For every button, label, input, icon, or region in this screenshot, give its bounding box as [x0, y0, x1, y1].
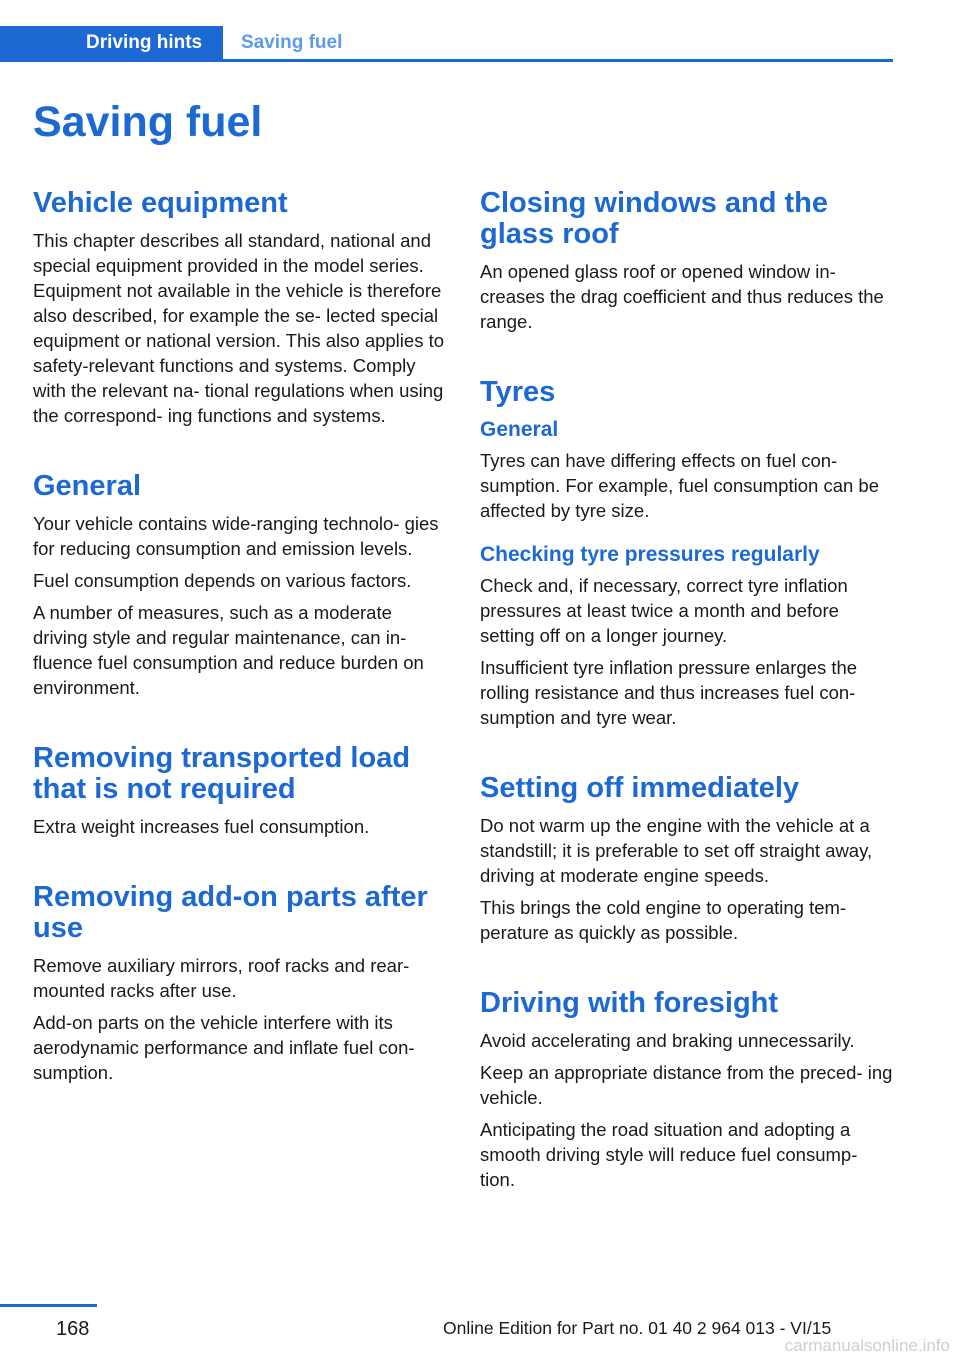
section-heading: Removing add-on parts after use [33, 881, 428, 944]
paragraph: Insufficient tyre inflation pressure enlarges the rolling resistance and thus increases fuel con‐ sumption and tyre wear. [480, 657, 858, 728]
paragraph: Keep an appropriate distance from the preced‐ ing vehicle. [480, 1062, 893, 1108]
section-heading: Removing transported load that is not required [33, 742, 411, 805]
header-breadcrumb: Saving fuel [241, 32, 343, 53]
section-removing-addons [33, 882, 448, 1085]
left-column [33, 180, 448, 1092]
paragraph: Avoid accelerating and braking unnecessarily. [480, 1030, 855, 1051]
section-heading: Vehicle equipment [33, 187, 288, 219]
page-title: Saving fuel [33, 98, 263, 146]
paragraph: A number of measures, such as a moderate driving style and regular maintenance, can in‐ fluence fuel consumption and reduce burden on environment. [33, 602, 424, 698]
header-section-label: Driving hints [86, 32, 203, 53]
section-heading: Closing windows and the glass roof [480, 187, 828, 250]
section-tyres [480, 377, 895, 730]
paragraph: Remove auxiliary mirrors, roof racks and rear- mounted racks after use. [33, 955, 410, 1001]
paragraph: This chapter describes all standard, national and special equipment provided in the model series. Equipment not available in the vehicle is therefore also described, for example the se‐ lected special equipment or national version. This also applies to safety-relevant functions and systems. Comply with the relevant na‐ tional regulations when using the correspond‐ ing functions and systems. [33, 230, 445, 426]
section-closing-windows [480, 188, 895, 334]
right-column [480, 180, 895, 1199]
section-heading: Setting off immediately [480, 772, 800, 804]
paragraph: Add-on parts on the vehicle interfere with its aerodynamic performance and inflate fuel con‐ sumption. [33, 1012, 415, 1083]
section-general [33, 471, 448, 700]
paragraph: This brings the cold engine to operating tem‐ perature as quickly as possible. [480, 897, 847, 943]
section-vehicle-equipment [33, 188, 448, 428]
section-heading: General [33, 470, 141, 502]
section-removing-load [33, 743, 448, 839]
watermark: carmanualsonline.info [784, 1336, 950, 1355]
section-setting-off [480, 773, 895, 945]
subsection-heading: Checking tyre pressures regularly [480, 543, 820, 566]
paragraph: Extra weight increases fuel consumption. [33, 816, 370, 837]
paragraph: Check and, if necessary, correct tyre inflation pressures at least twice a month and before setting off on a longer journey. [480, 575, 848, 646]
paragraph: Tyres can have differing effects on fuel con‐ sumption. For example, fuel consumption can be affected by tyre size. [480, 450, 879, 521]
section-heading: Tyres [480, 376, 556, 408]
section-heading: Driving with foresight [480, 987, 779, 1019]
page-number: 168 [56, 1318, 90, 1340]
paragraph: Do not warm up the engine with the vehicle at a standstill; it is preferable to set off straight away, driving at moderate engine speeds. [480, 815, 873, 886]
paragraph: Your vehicle contains wide-ranging technolo‐ gies for reducing consumption and emission levels. [33, 513, 439, 559]
subsection-heading: General [480, 418, 559, 441]
paragraph: Anticipating the road situation and adopting a smooth driving style will reduce fuel consump‐ tion. [480, 1119, 858, 1190]
edition-note: Online Edition for Part no. 01 40 2 964 013 - VI/15 [443, 1318, 832, 1338]
paragraph: An opened glass roof or opened window in‐ creases the drag coefficient and thus reduces the range. [480, 261, 884, 332]
section-foresight [480, 988, 895, 1192]
paragraph: Fuel consumption depends on various factors. [33, 570, 412, 591]
footer-rule [0, 1304, 97, 1307]
